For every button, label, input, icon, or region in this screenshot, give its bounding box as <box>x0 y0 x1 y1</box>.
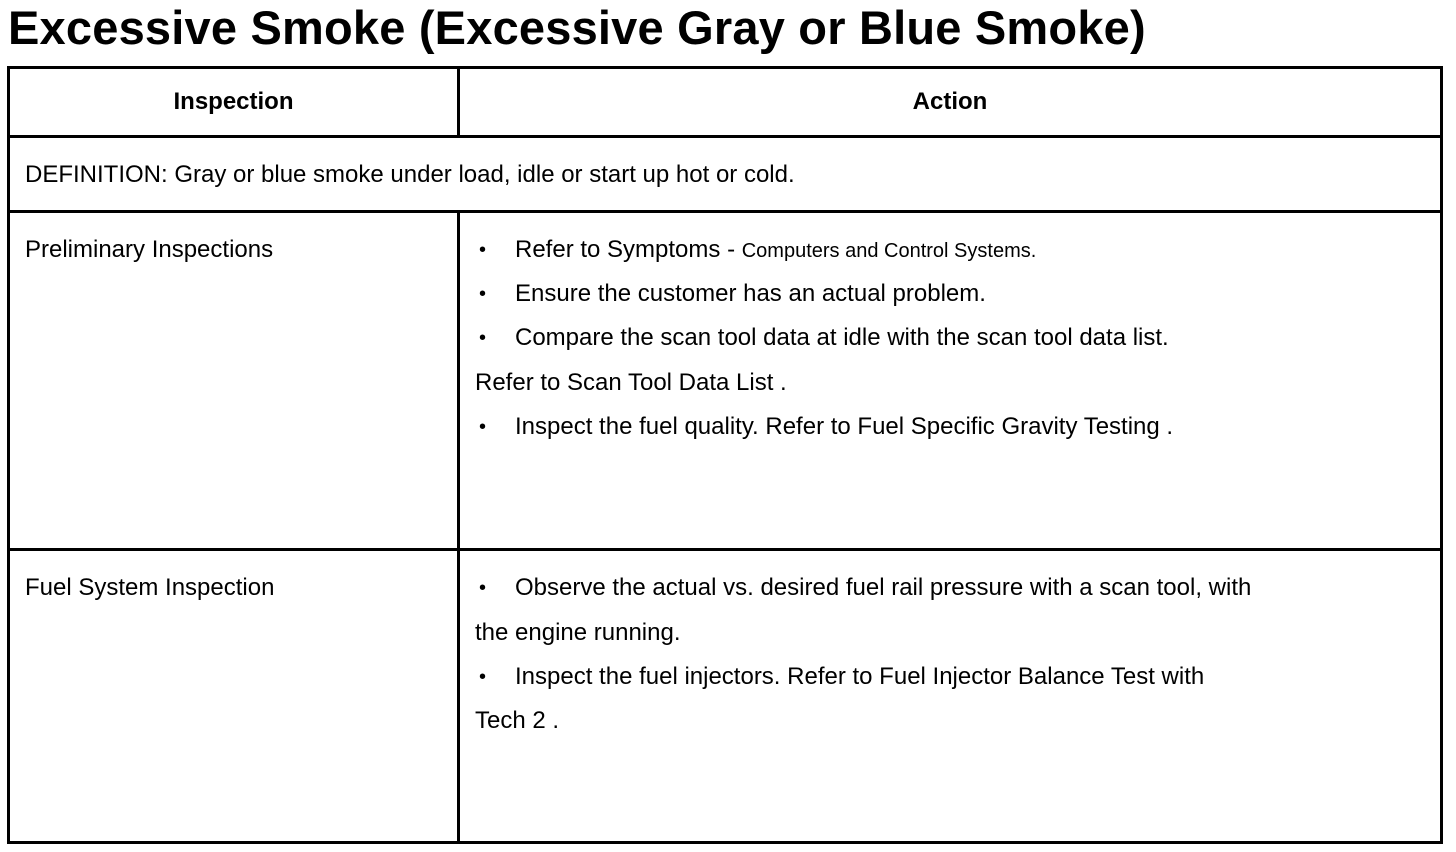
action-line: Ensure the customer has an actual problem. <box>515 280 986 307</box>
page-title: Excessive Smoke (Excessive Gray or Blue Smoke) <box>8 1 1146 54</box>
bullet-icon: • <box>479 666 487 688</box>
action-line: Inspect the fuel quality. Refer to Fuel Specific Gravity Testing . <box>515 413 1174 440</box>
header-divider <box>10 135 1440 138</box>
header-action: Action <box>912 88 988 115</box>
inspection-label-preliminary: Preliminary Inspections <box>25 236 274 263</box>
bullet-icon: • <box>479 327 487 349</box>
action-line: Refer to Scan Tool Data List . <box>475 369 787 396</box>
action-line <box>515 236 1036 265</box>
inspection-label-fuel-system: Fuel System Inspection <box>25 574 275 601</box>
definition-text: DEFINITION: Gray or blue smoke under load, idle or start up hot or cold. <box>25 161 795 188</box>
header-inspection: Inspection <box>173 88 294 115</box>
inspection-table <box>7 66 1443 844</box>
row-divider <box>10 548 1440 551</box>
bullet-icon: • <box>479 416 487 438</box>
body-column-divider <box>457 210 460 841</box>
action-line: Tech 2 . <box>475 707 560 734</box>
action-line: Compare the scan tool data at idle with the scan tool data list. <box>515 324 1169 351</box>
action-line: Observe the actual vs. desired fuel rail pressure with a scan tool, with <box>515 574 1252 601</box>
action-text: Refer to Symptoms - <box>515 236 742 263</box>
action-line: Inspect the fuel injectors. Refer to Fuel Injector Balance Test with <box>515 663 1205 690</box>
action-link-text: Computers and Control Systems. <box>741 240 1037 262</box>
bullet-icon: • <box>479 239 487 261</box>
definition-divider <box>10 210 1440 213</box>
action-line: the engine running. <box>475 619 681 646</box>
bullet-icon: • <box>479 283 487 305</box>
bullet-icon: • <box>479 577 487 599</box>
